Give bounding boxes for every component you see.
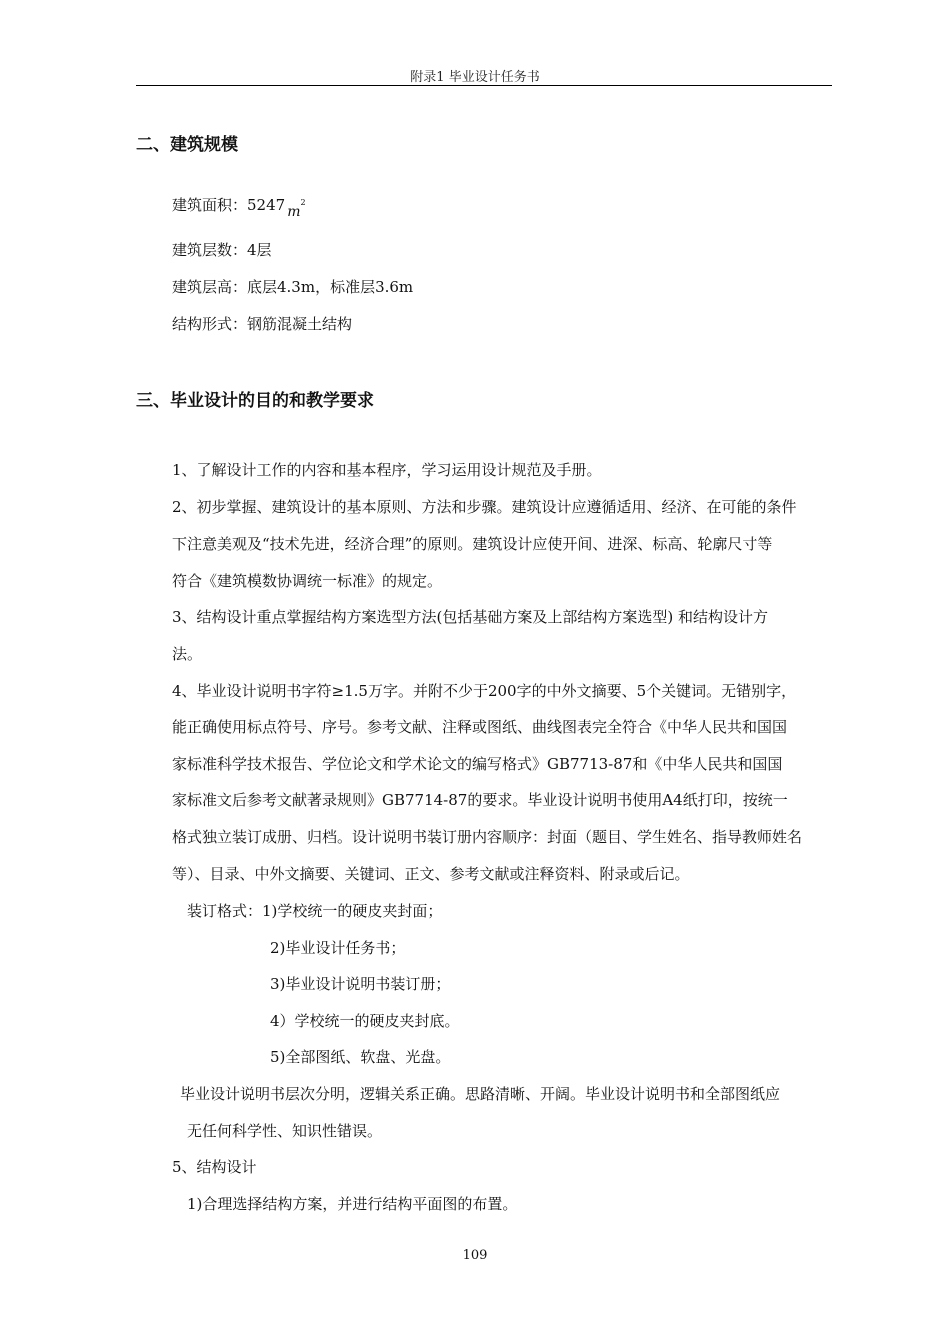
section-heading-building-scale: 二、建筑规模: [136, 135, 238, 155]
section-heading-objectives: 三、毕业设计的目的和教学要求: [136, 391, 374, 411]
quality-line-1: 毕业设计说明书层次分明，逻辑关系正确。思路清晰、开阔。毕业设计说明书和全部图纸应: [180, 1085, 781, 1103]
item-3-line-2: 法。: [172, 645, 203, 663]
building-area-line: [172, 195, 306, 220]
item-4-line-6: 等）、目录、中外文摘要、关键词、正文、参考文献或注释资料、附录或后记。: [172, 865, 690, 883]
binding-format-5: 5)全部图纸、软盘、光盘。: [270, 1048, 451, 1066]
structure-form-line: 结构形式：钢筋混凝土结构: [172, 315, 353, 333]
item-4-line-5: 格式独立装订成册、归档。设计说明书装订册内容顺序：封面（题目、学生姓名、指导教师姓名: [172, 828, 803, 846]
binding-format-4: 4）学校统一的硬皮夹封底。: [270, 1012, 460, 1030]
item-2-line-1: 2、初步掌握、建筑设计的基本原则、方法和步骤。建筑设计应遵循适用、经济、在可能的条件: [172, 498, 797, 516]
building-area-label: 建筑面积：5247: [172, 196, 286, 214]
building-height-line: 建筑层高：底层4.3m，标准层3.6m: [172, 278, 414, 296]
item-5-sub-1: 1)合理选择结构方案，并进行结构平面图的布置。: [187, 1195, 518, 1213]
binding-format-intro: 装订格式：1)学校统一的硬皮夹封面；: [187, 902, 443, 920]
page-number: 109: [462, 1248, 488, 1263]
item-4-line-1: 4、毕业设计说明书字符≥1.5万字。并附不少于200字的中外文摘要、5个关键词。无错别字，: [172, 682, 797, 700]
item-4-line-4: 家标准文后参考文献著录规则》GB7714-87的要求。毕业设计说明书使用A4纸打印，按统一: [172, 791, 788, 809]
area-unit: m: [287, 204, 301, 220]
area-unit-exponent: 2: [300, 198, 306, 207]
building-floors-line: 建筑层数：4层: [172, 241, 272, 259]
binding-format-3: 3)毕业设计说明书装订册；: [270, 975, 451, 993]
item-5: 5、结构设计: [172, 1158, 257, 1176]
item-2-line-3: 符合《建筑模数协调统一标准》的规定。: [172, 572, 443, 590]
item-1: 1、了解设计工作的内容和基本程序，学习运用设计规范及手册。: [172, 461, 602, 479]
item-2-line-2: 下注意美观及“技术先进，经济合理”的原则。建筑设计应使开间、进深、标高、轮廓尺寸等: [172, 535, 773, 553]
header-rule: [136, 85, 832, 86]
quality-line-2: 无任何科学性、知识性错误。: [187, 1122, 383, 1140]
item-4-line-2: 能正确使用标点符号、序号。参考文献、注释或图纸、曲线图表完全符合《中华人民共和国国: [172, 718, 788, 736]
binding-format-2: 2)毕业设计任务书；: [270, 939, 406, 957]
item-3-line-1: 3、结构设计重点掌握结构方案选型方法(包括基础方案及上部结构方案选型) 和结构设计方: [172, 608, 769, 626]
item-4-line-3: 家标准科学技术报告、学位论文和学术论文的编写格式》GB7713-87和《中华人民共和国国: [172, 755, 783, 773]
page-header-title: 附录1 毕业设计任务书: [410, 70, 540, 85]
